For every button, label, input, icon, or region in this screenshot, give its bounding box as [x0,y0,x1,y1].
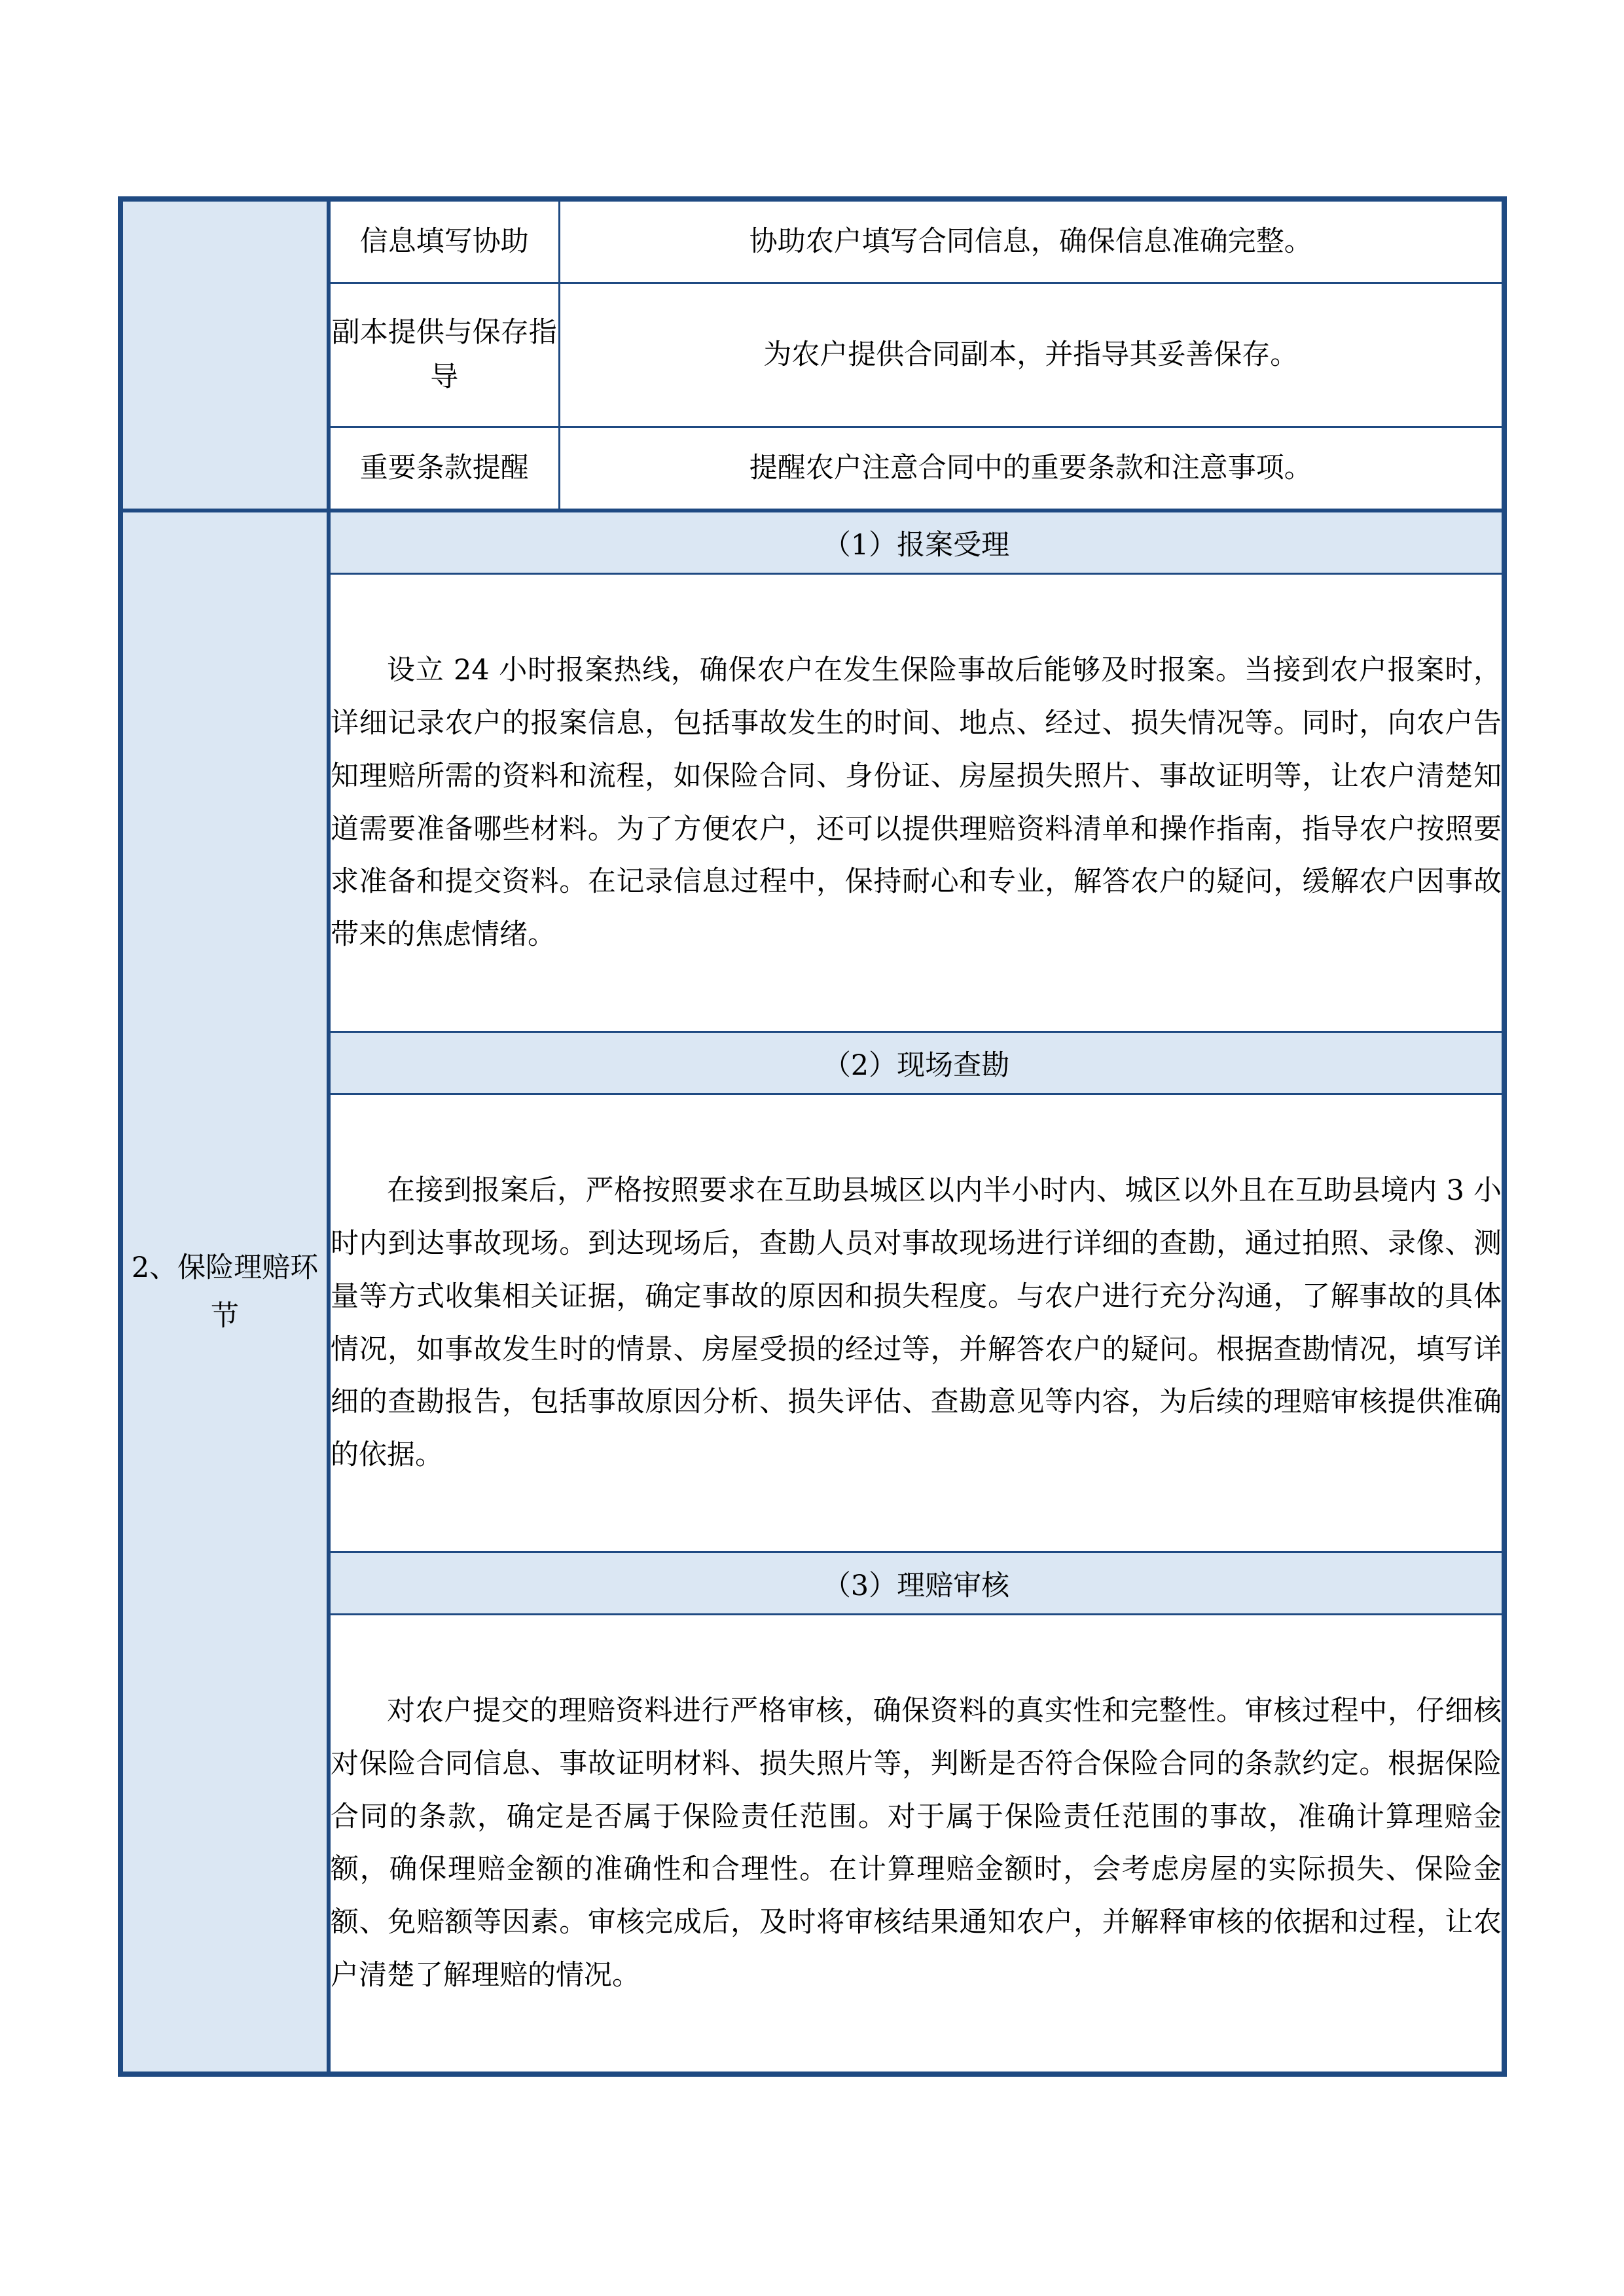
section2-label: 2、保险理赔环节 [120,511,329,2074]
item-label: 信息填写协助 [329,199,559,283]
subsection-heading: （2）现场查勘 [329,1032,1504,1094]
item-label: 重要条款提醒 [329,427,559,511]
item-description: 协助农户填写合同信息，确保信息准确完整。 [559,199,1504,283]
paragraph: 设立 24 小时报案热线，确保农户在发生保险事故后能够及时报案。当接到农户报案时，详细记录农户的报案信息，包括事故发生的时间、地点、经过、损失情况等。同时，向农户告知理赔所需的资料和流程，如保险合同、身份证、房屋损失照片、事故证明等，让农户清楚知道需要准备哪些材料。为了方便农户，还可以提供理赔资料清单和操作指南，指导农户按照要求准备和提交资料。在记录信息过程中，保持耐心和专业，解答农户的疑问，缓解农户因事故带来的焦虑情绪。 [331,654,1502,951]
subsection-heading: （1）报案受理 [329,511,1504,574]
item-description: 提醒农户注意合同中的重要条款和注意事项。 [559,427,1504,511]
content-table [118,196,1507,2077]
section1-side-cell [120,199,329,511]
subsection-body [329,1615,1504,2074]
paragraph: 在接到报案后，严格按照要求在互助县城区以内半小时内、城区以外且在互助县境内 3 小时内到达事故现场。到达现场后，查勘人员对事故现场进行详细的查勘，通过拍照、录像、测量等方式收集相关证据，确定事故的原因和损失程度。与农户进行充分沟通，了解事故的具体情况，如事故发生时的情景、房屋受损的经过等，并解答农户的疑问。根据查勘情况，填写详细的查勘报告，包括事故原因分析、损失评估、查勘意见等内容，为后续的理赔审核提供准确的依据。 [331,1174,1502,1471]
paragraph: 对农户提交的理赔资料进行严格审核，确保资料的真实性和完整性。审核过程中，仔细核对保险合同信息、事故证明材料、损失照片等，判断是否符合保险合同的条款约定。根据保险合同的条款，确定是否属于保险责任范围。对于属于保险责任范围的事故，准确计算理赔金额，确保理赔金额的准确性和合理性。在计算理赔金额时，会考虑房屋的实际损失、保险金额、免赔额等因素。审核完成后，及时将审核结果通知农户，并解释审核的依据和过程，让农户清楚了解理赔的情况。 [331,1695,1502,1992]
subsection-heading: （3）理赔审核 [329,1552,1504,1615]
subsection-body [329,574,1504,1032]
item-label: 副本提供与保存指导 [329,283,559,427]
item-description: 为农户提供合同副本，并指导其妥善保存。 [559,283,1504,427]
subsection-body [329,1094,1504,1552]
